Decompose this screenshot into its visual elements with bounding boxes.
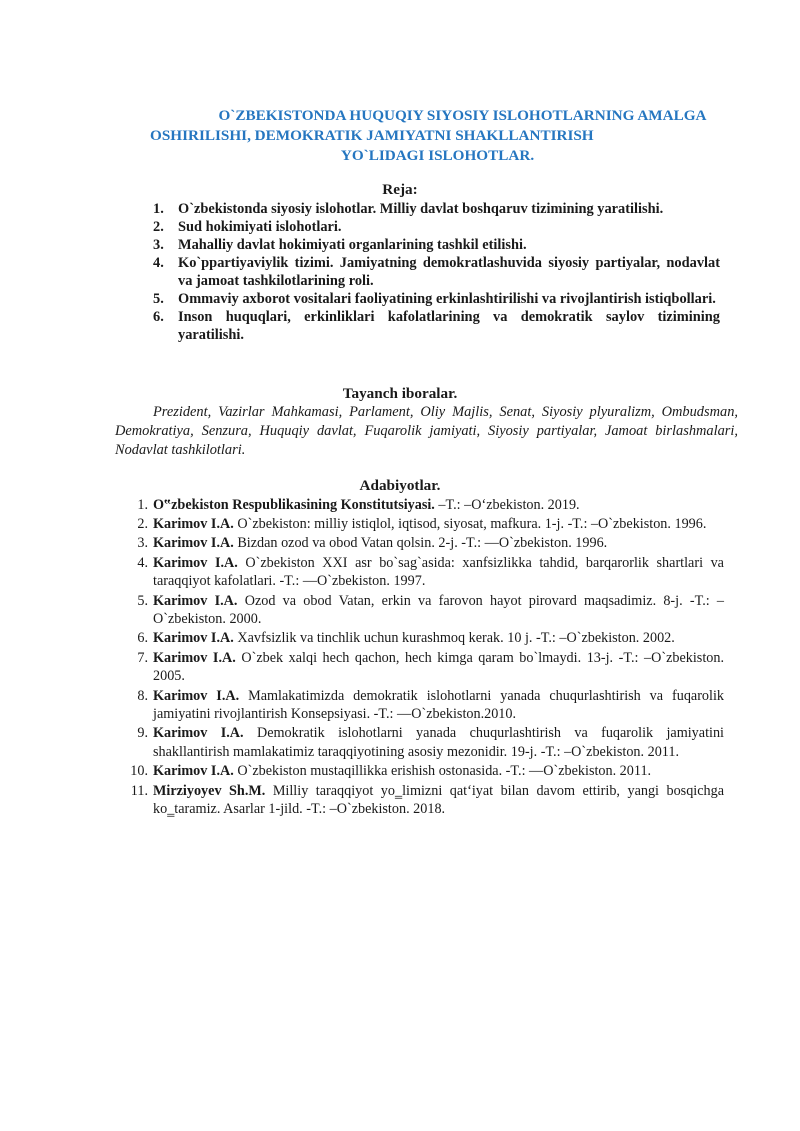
reference-author: Karimov I.A.: [153, 763, 234, 780]
reference-number: 3.: [137, 535, 148, 552]
reference-author: Karimov I.A.: [153, 630, 234, 647]
plan-item-text: Inson huquqlari, erkinliklari kafolatlarining va demokratik saylov tizimining yaratilishi.: [178, 309, 720, 343]
reference-text: O`zbekiston: milliy istiqlol, iqtisod, siyosat, mafkura. 1-j. -T.: –O`zbekiston. 1996.: [237, 516, 707, 533]
reference-author: Karimov I.A.: [153, 725, 244, 742]
reference-number: 1.: [137, 497, 148, 513]
plan-item-number: 1.: [153, 201, 164, 217]
plan-item-text: Mahalliy davlat hokimiyati organlarining tashkil etilishi.: [178, 237, 527, 253]
reference-item: [116, 649, 724, 686]
plan-item-text: Ko`ppartiyaviylik tizimi. Jamiyatning demokratlashuvida siyosiy partiyalar, nodavlat va jamoat tashkilotlarining roli.: [178, 255, 720, 289]
title-line-3: YO`LIDAGI ISLOHOTLAR.: [340, 147, 535, 164]
reference-author: O‟zbekiston Respublikasining Konstitutsiyasi.: [153, 497, 435, 513]
reference-text: Milliy taraqqiyot yo‗limizni qat‘iyat bilan davom ettirib, yangi bosqichga ko‗taramiz. Asarlar 1-jild. -T.: –O`zbekiston. 2018.: [153, 782, 725, 818]
reference-author: Karimov I.A.: [153, 535, 234, 552]
plan-item-number: 3.: [153, 237, 164, 253]
reference-number: 9.: [137, 725, 148, 742]
plan-item-number: 2.: [153, 219, 164, 235]
reference-text: O`zbek xalqi hech qachon, hech kimga qaram bo`lmaydi. 13-j. -T.: –O`zbekiston. 2005.: [153, 649, 724, 685]
reference-text: Bizdan ozod va obod Vatan qolsin. 2-j. -T.: ―O`zbekiston. 1996.: [237, 535, 608, 552]
reference-author: Karimov I.A.: [153, 592, 238, 609]
plan-heading: Reja:: [382, 181, 418, 198]
reference-item: [116, 534, 724, 553]
reference-item: [116, 554, 724, 591]
reference-item: [116, 515, 724, 534]
plan-item-text: Ommaviy axborot vositalari faoliyatining erkinlashtirilishi va rivojlantirish istiqbollari.: [178, 291, 716, 307]
title-line-2: OSHIRILISHI, DEMOKRATIK JAMIYATNI SHAKLLANTIRISH: [150, 127, 594, 144]
reference-number: 5.: [137, 592, 148, 609]
keywords-heading: Tayanch iboralar.: [342, 385, 458, 402]
plan-item-number: 5.: [153, 291, 164, 307]
reference-item: [116, 592, 724, 629]
reference-item: [116, 782, 724, 819]
reference-number: 8.: [137, 687, 148, 704]
plan-item-number: 4.: [153, 255, 164, 271]
title-line-1: O`ZBEKISTONDA HUQUQIY SIYOSIY ISLOHOTLARNING AMALGA: [218, 107, 707, 124]
reference-text: Ozod va obod Vatan, erkin va farovon hayot pirovard maqsadimiz. 8-j. -T.: –O`zbekiston. 2000.: [153, 592, 725, 628]
plan-item-text: Sud hokimiyati islohotlari.: [178, 219, 342, 235]
reference-text: Xavfsizlik va tinchlik uchun kurashmoq kerak. 10 j. -T.: –O`zbekiston. 2002.: [237, 630, 675, 647]
reference-number: 10.: [130, 763, 148, 780]
reference-number: 11.: [130, 782, 148, 799]
reference-author: Karimov I.A.: [153, 554, 238, 571]
reference-text: O`zbekiston mustaqillikka erishish ostonasida. -T.: ―O`zbekiston. 2011.: [237, 763, 652, 780]
plan-item: [150, 308, 720, 344]
reference-text: O`zbekiston XXI asr bo`sag`asida: xanfsizlikka tahdid, barqarorlik shartlari va taraqqiyot kafolatlari. -T.: ―O`zbekiston. 1997.: [153, 554, 724, 590]
reference-author: Karimov I.A.: [153, 687, 240, 704]
reference-author: Karimov I.A.: [153, 649, 236, 666]
reference-text: Mamlakatimizda demokratik islohotlarni yanada chuqurlashtirish va fuqarolik jamiyatini rivojlantirish Konsepsiyasi. -T.: ―O`zbekiston.2010.: [153, 687, 725, 723]
reference-text: Demokratik islohotlarni yanada chuqurlashtirish va fuqarolik jamiyatini shakllantirish mamlakatimiz taraqqiyotining asosiy mezonidir. 19-j. -T.: –O`zbekiston. 2011.: [153, 725, 724, 761]
document-title: [150, 106, 725, 166]
plan-item-text: O`zbekistonda siyosiy islohotlar. Milliy davlat boshqaruv tizimining yaratilishi.: [178, 201, 664, 217]
plan-item: [150, 254, 720, 290]
reference-number: 2.: [137, 516, 148, 533]
reference-author: Mirziyoyev Sh.M.: [153, 782, 266, 799]
reference-number: 7.: [137, 649, 148, 666]
references-list: [116, 496, 724, 819]
plan-item-number: 6.: [153, 309, 164, 325]
reference-text: –T.: –O‘zbekiston. 2019.: [438, 497, 580, 513]
reference-number: 6.: [137, 630, 148, 647]
plan-item: [150, 290, 720, 308]
references-heading: Adabiyotlar.: [359, 477, 441, 494]
reference-number: 4.: [137, 554, 148, 571]
reference-item: [116, 629, 724, 648]
reference-item: [116, 724, 724, 761]
plan-list: [150, 200, 720, 344]
reference-author: Karimov I.A.: [153, 516, 234, 533]
reference-item: [116, 762, 724, 781]
plan-item: [150, 236, 720, 254]
reference-item: [116, 687, 724, 724]
plan-item: [150, 200, 720, 218]
reference-item: [116, 496, 724, 515]
plan-item: [150, 218, 720, 236]
keywords-text: Prezident, Vazirlar Mahkamasi, Parlament, Oliy Majlis, Senat, Siyosiy plyuralizm, Ombudsman, Demokratiya, Senzura, Huquqiy davlat, Fuqarolik jamiyati, Siyosiy partiyalar, Jamoat birlashmalari, Nodavlat tashkilotlari.: [115, 404, 738, 458]
